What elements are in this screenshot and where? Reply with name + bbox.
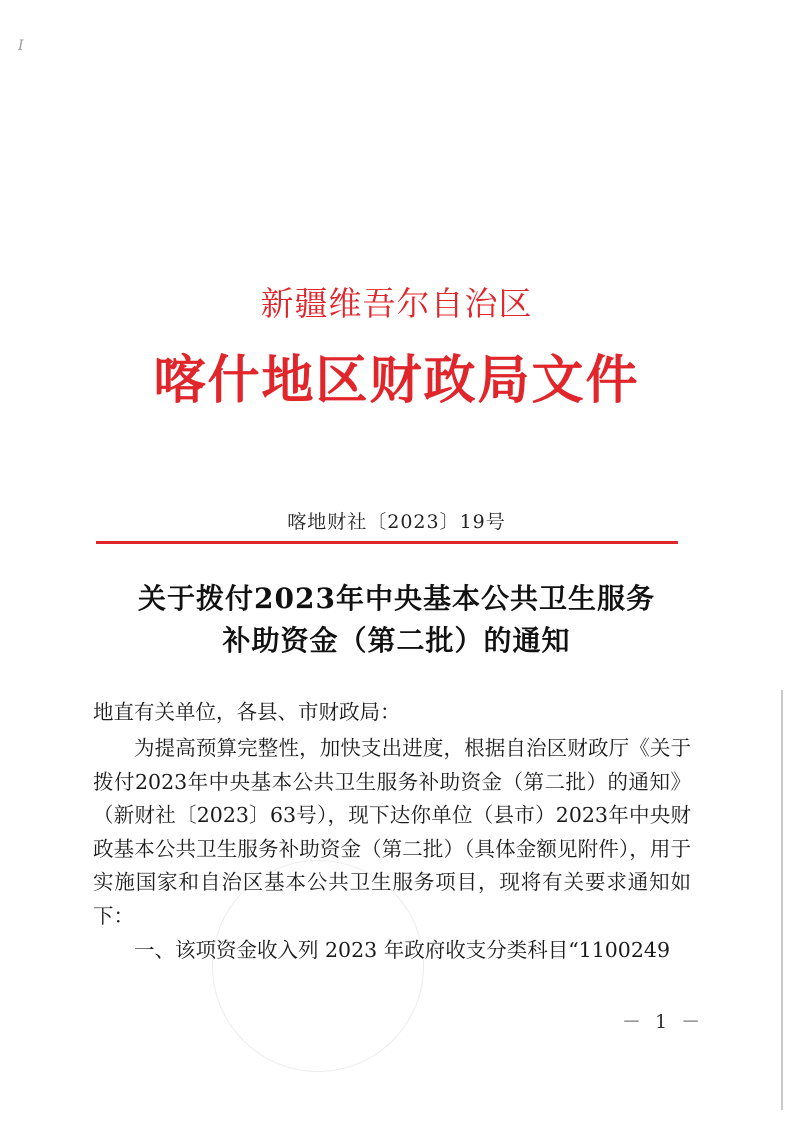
salutation: 地直有关单位，各县、市财政局： [93,700,401,724]
notice-title-line-1: 关于拨付2023年中央基本公共卫生服务 [138,582,655,615]
bureau-document-title: 喀什地区财政局文件 [153,351,640,411]
body-paragraph-2: 一、该项资金收入列 2023 年政府收支分类科目“1100249 [134,938,670,962]
margin-handwriting-mark: I [18,38,25,54]
document-number: 喀地财社〔2023〕19号 [287,511,506,533]
page-number: － 1 － [622,1011,705,1033]
scan-edge-line [781,690,783,1110]
body-paragraph-1: 为提高预算完整性，加快支出进度，根据自治区财政厅《关于拨付2023年中央基本公共卫生服务补助资金（第二批）的通知》（新财社〔2023〕63号），现下达你单位（县市）2023年中央财政基本公共卫生服务补助资金（第二批）（具体金额见附件），用于实施国家和自治区基本公共卫生服务项目，现将有关要求通知如下： [93,736,691,928]
red-separator-line [96,541,678,544]
notice-title [0,578,793,662]
issuing-region-name: 新疆维吾尔自治区 [260,284,533,323]
notice-title-line-2: 补助资金（第二批）的通知 [222,624,571,657]
